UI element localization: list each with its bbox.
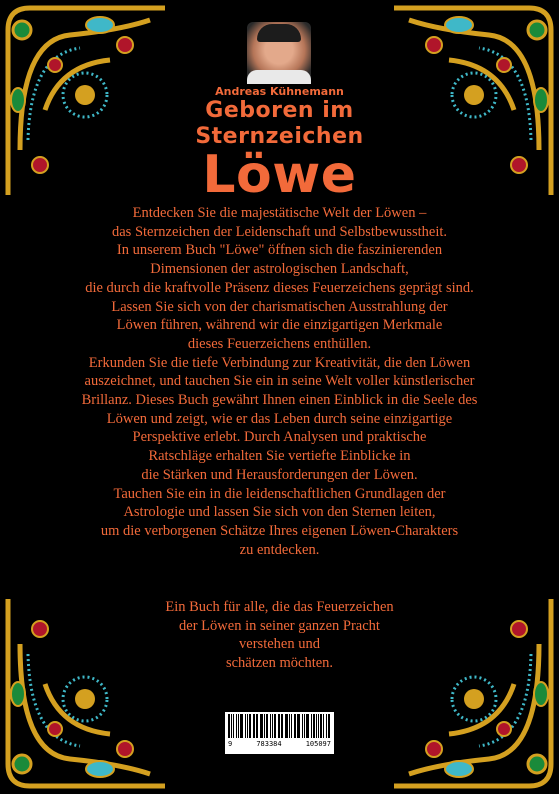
- blurb-line: um die verborgenen Schätze Ihres eigenen Löwen-Charakters: [100, 522, 459, 539]
- barcode-bar: [270, 714, 271, 738]
- blurb-line: Dimensionen der astrologischen Landschaft,: [150, 261, 409, 278]
- barcode-bar: [249, 714, 251, 738]
- barcode-bars: [228, 714, 331, 738]
- barcode-bar: [247, 714, 248, 738]
- barcode-bar: [291, 714, 292, 738]
- barcode-bar: [328, 714, 330, 738]
- title-line-2: Sternzeichen: [195, 124, 364, 149]
- barcode-bar: [253, 714, 255, 738]
- barcode-bar: [323, 714, 324, 738]
- barcode-bar: [289, 714, 290, 738]
- barcode-bar: [294, 714, 296, 738]
- barcode-digits: [228, 740, 331, 748]
- book-title: Löwe: [202, 145, 357, 205]
- blurb-line: die Stärken und Herausforderungen der Löwen.: [141, 466, 418, 483]
- barcode-bar: [302, 714, 303, 738]
- blurb-line: Brillanz. Dieses Buch gewährt Ihnen einen Einblick in die Seele des: [81, 392, 478, 409]
- blurb-line: zu entdecken.: [239, 541, 320, 558]
- barcode-bar: [320, 714, 322, 738]
- barcode-bar: [266, 714, 268, 738]
- barcode-bar: [306, 714, 309, 738]
- barcode-digit-group: 9: [228, 740, 233, 748]
- author-photo: [247, 22, 311, 84]
- blurb-line: Erkunden Sie die tiefe Verbindung zur Kreativität, die den Löwen: [88, 354, 471, 371]
- barcode-bar: [278, 714, 279, 738]
- blurb-line: Löwen und zeigt, wie er das Leben durch seine einzigartige: [106, 410, 453, 427]
- barcode: [225, 712, 334, 754]
- barcode-bar: [228, 714, 230, 738]
- blurb-line: Löwen führen, während wir die einzigartigen Merkmale: [116, 317, 443, 334]
- blurb-line: das Sternzeichen der Leidenschaft und Selbstbewusstheit.: [111, 223, 447, 240]
- blurb-line: auszeichnet, und tauchen Sie ein in seine Welt voller künstlerischer: [84, 373, 475, 390]
- blurb-line: Lassen Sie sich von der charismatischen Ausstrahlung der: [111, 298, 448, 315]
- barcode-bar: [285, 714, 288, 738]
- barcode-bar: [257, 714, 258, 738]
- barcode-bar: [238, 714, 239, 738]
- barcode-bar: [281, 714, 283, 738]
- barcode-bar: [264, 714, 265, 738]
- blurb-line: Ratschläge erhalten Sie vertiefte Einblicke in: [148, 448, 411, 465]
- barcode-bar: [279, 714, 280, 738]
- barcode-bar: [260, 714, 263, 738]
- blurb-line: In unserem Buch "Löwe" öffnen sich die faszinierenden: [116, 242, 443, 259]
- barcode-bar: [245, 714, 246, 738]
- barcode-bar: [240, 714, 243, 738]
- closing-line: verstehen und: [239, 636, 320, 653]
- barcode-bar: [233, 714, 234, 738]
- barcode-bar: [297, 714, 298, 738]
- blurb-text: [30, 204, 529, 559]
- barcode-bar: [316, 714, 317, 738]
- barcode-bar: [231, 714, 232, 738]
- barcode-bar: [311, 714, 312, 738]
- closing-line: schätzen möchten.: [225, 655, 334, 672]
- blurb-line: Tauchen Sie ein in die leidenschaftlichen Grundlagen der: [113, 485, 446, 502]
- barcode-bar: [274, 714, 276, 738]
- barcode-bar: [298, 714, 300, 738]
- barcode-bar: [313, 714, 315, 738]
- author-name: Andreas Kühnemann: [215, 85, 344, 98]
- barcode-bar: [318, 714, 319, 738]
- closing-line: Ein Buch für alle, die das Feuerzeichen: [165, 599, 394, 615]
- closing-line: der Löwen in seiner ganzen Pracht: [179, 617, 380, 634]
- barcode-bar: [304, 714, 305, 738]
- blurb-line: die durch die kraftvolle Präsenz dieses Feuerzeichens geprägt sind.: [85, 279, 474, 296]
- barcode-bar: [272, 714, 273, 738]
- closing-text: [60, 598, 499, 673]
- blurb-line: Astrologie und lassen Sie sich von den Sternen leiten,: [123, 504, 436, 521]
- barcode-bar: [236, 714, 238, 738]
- title-line-1: Geboren im: [205, 98, 354, 123]
- barcode-digit-group: 105097: [305, 740, 331, 748]
- barcode-bar: [326, 714, 327, 738]
- blurb-line: Entdecken Sie die majestätische Welt der Löwen –: [132, 205, 427, 221]
- blurb-line: Perspektive erlebt. Durch Analysen und praktische: [132, 429, 427, 446]
- barcode-bar: [256, 714, 257, 738]
- blurb-line: dieses Feuerzeichens enthüllen.: [187, 335, 372, 352]
- barcode-digit-group: 783384: [256, 740, 282, 748]
